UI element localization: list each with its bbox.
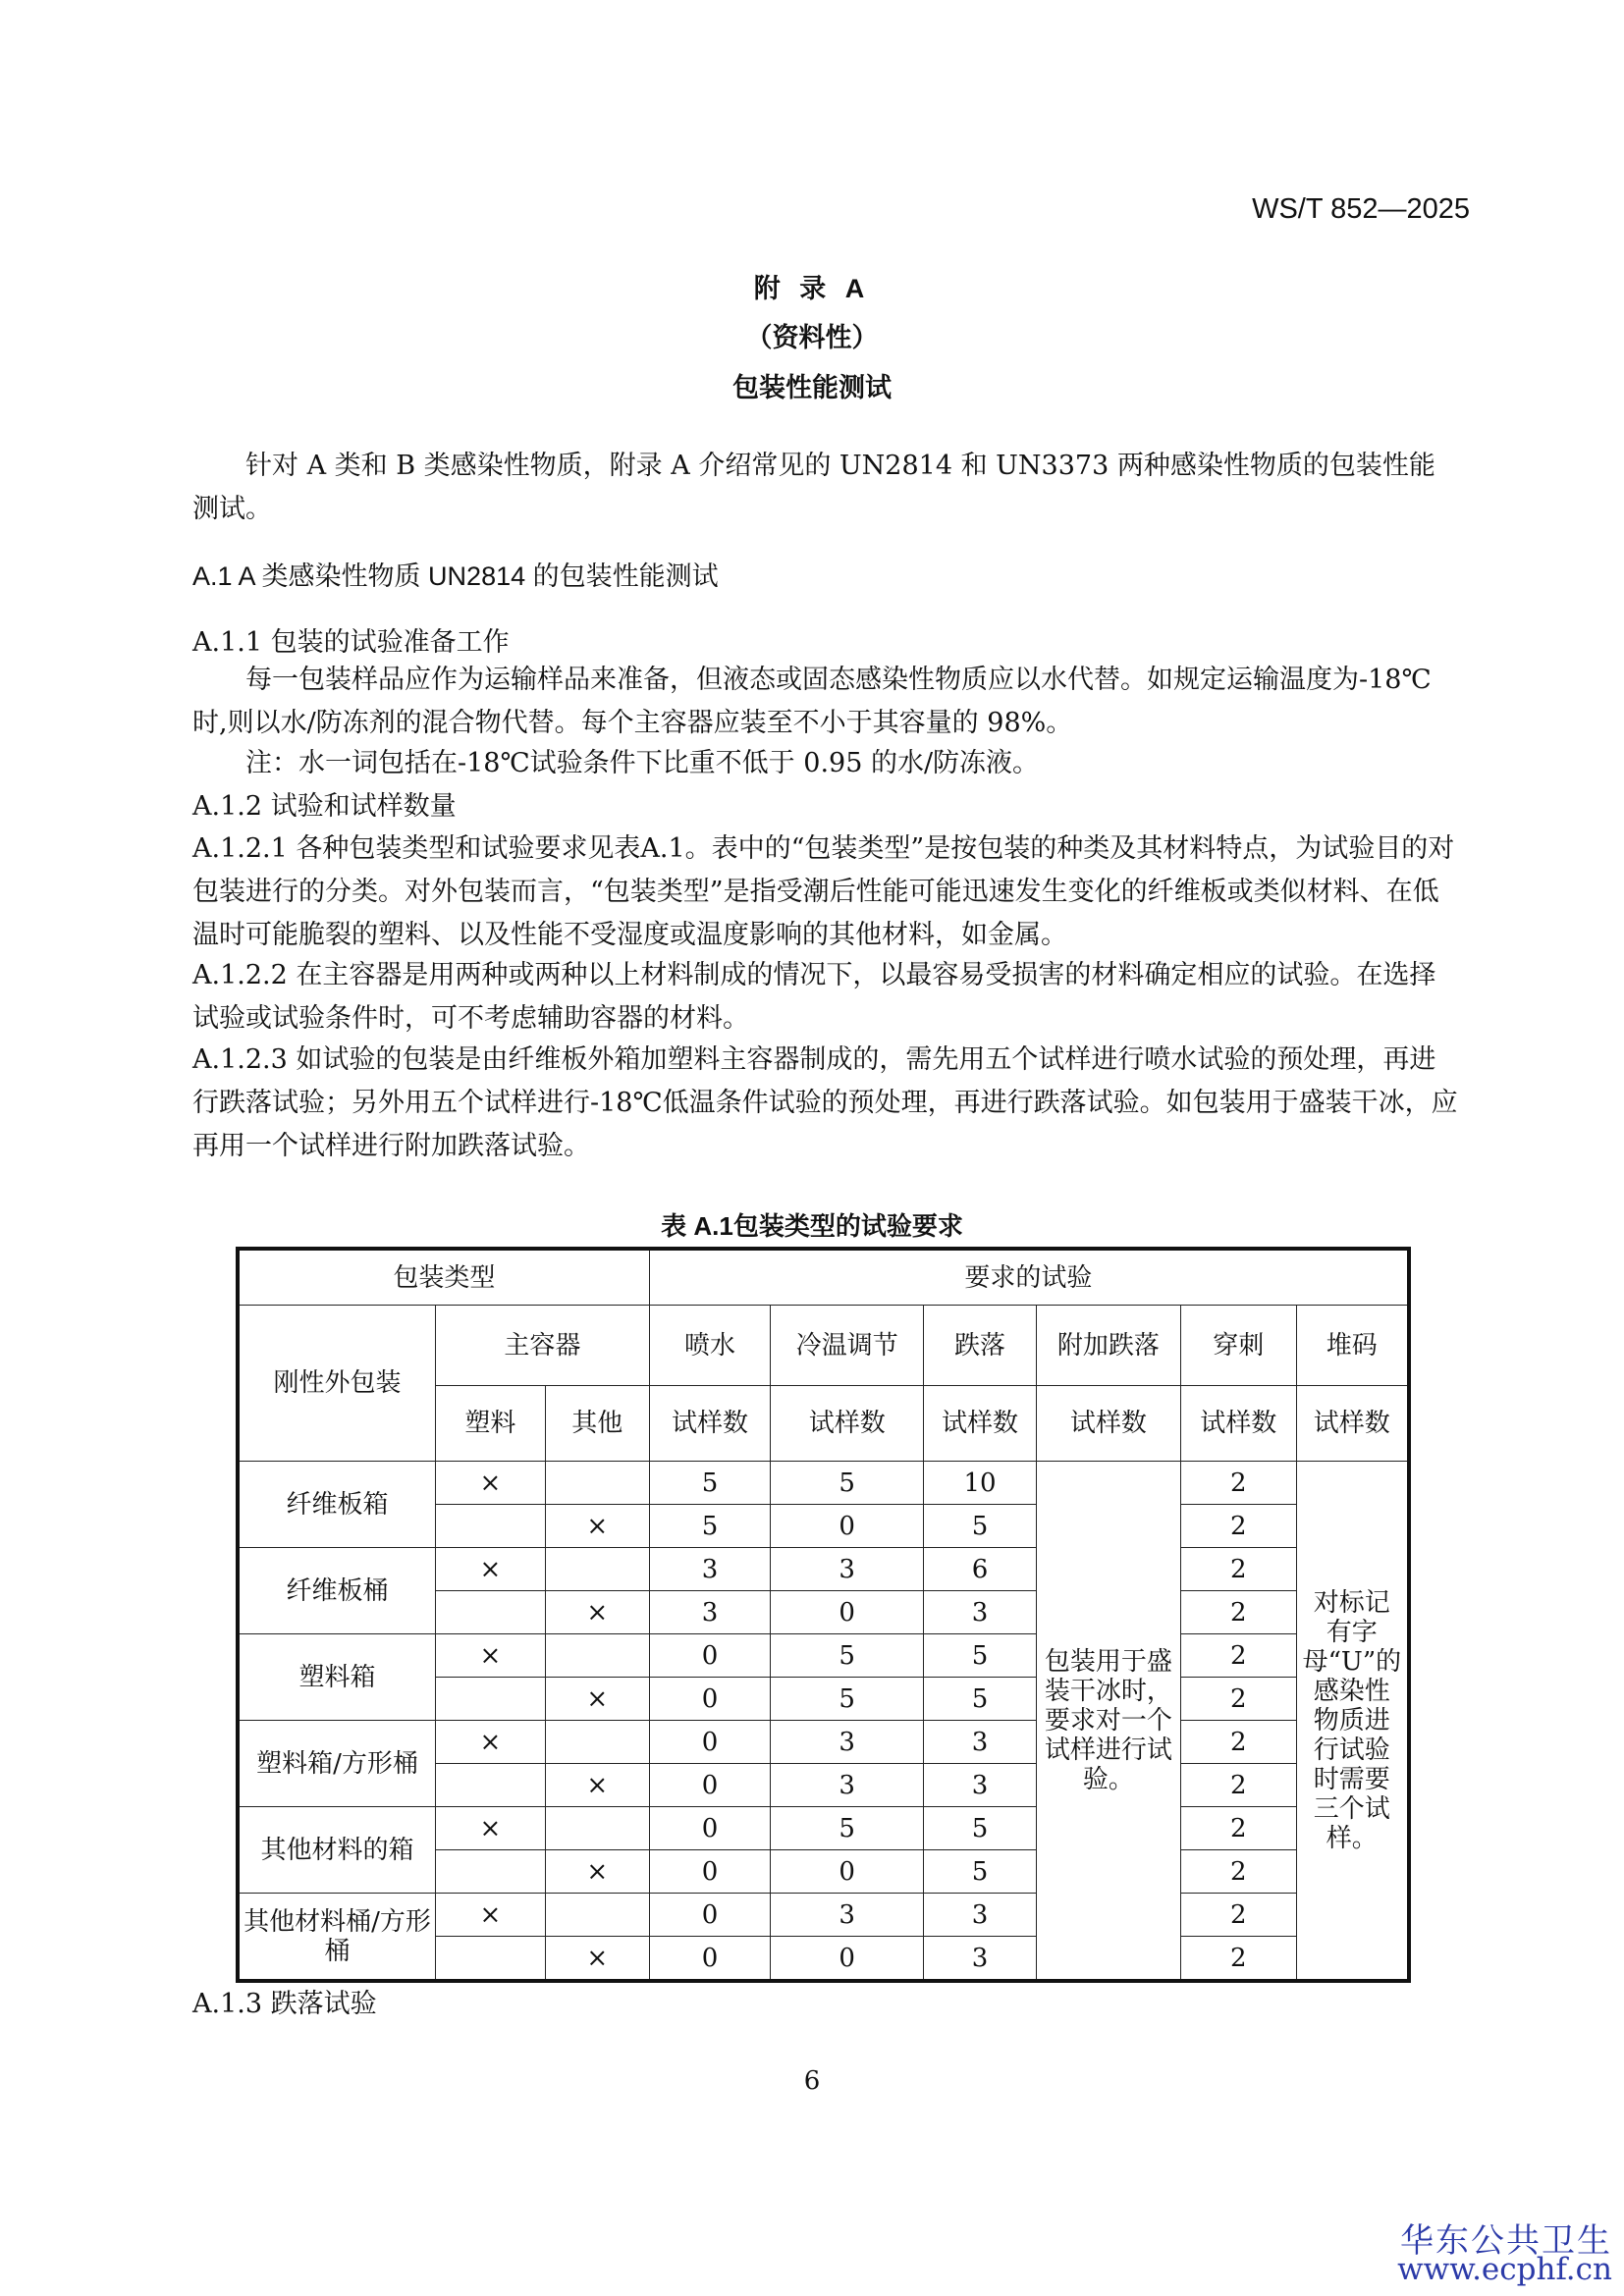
- cell-plastic: [436, 1591, 546, 1634]
- cell-cold: 5: [771, 1462, 924, 1505]
- group-name: 塑料箱/方形桶: [238, 1721, 436, 1807]
- table-row: [238, 1721, 1409, 1764]
- cell-plastic: [436, 1850, 546, 1894]
- cell-puncture: 2: [1180, 1505, 1296, 1548]
- cell-cold: 3: [771, 1721, 924, 1764]
- appendix-name: 包装性能测试: [732, 373, 892, 402]
- cell-drop: 3: [924, 1591, 1037, 1634]
- cell-puncture: 2: [1180, 1764, 1296, 1807]
- group-name: 塑料箱: [238, 1634, 436, 1721]
- group-name: 纤维板箱: [238, 1462, 436, 1548]
- cell-plastic: [436, 1937, 546, 1982]
- cell-puncture: 2: [1180, 1634, 1296, 1678]
- section-heading-a1: A.1 A 类感染性物质 UN2814 的包装性能测试: [192, 561, 719, 591]
- note: 注：水一词包括在-18℃试验条件下比重不低于 0.95 的水/防冻液。: [245, 748, 1040, 778]
- cell-cold: 0: [771, 1850, 924, 1894]
- table-row: [238, 1894, 1409, 1937]
- section-heading-a11: A.1.1 包装的试验准备工作: [192, 627, 510, 658]
- cell-spray: 0: [649, 1721, 771, 1764]
- cell-drop: 6: [924, 1548, 1037, 1591]
- cell-plastic: [436, 1764, 546, 1807]
- table-caption: 表 A.1包装类型的试验要求: [661, 1211, 963, 1241]
- group-name: 其他材料桶/方形桶: [238, 1894, 436, 1982]
- header-count: 试样数: [1180, 1386, 1296, 1462]
- document-number: WS/T 852—2025: [1252, 193, 1470, 225]
- cell-other: ×: [545, 1764, 649, 1807]
- stack-note: 对标记有字母“U”的感染性物质进行试验时需要三个试样。: [1296, 1462, 1409, 1982]
- cell-spray: 5: [649, 1505, 771, 1548]
- cell-spray: 0: [649, 1850, 771, 1894]
- header-count: 试样数: [1296, 1386, 1409, 1462]
- cell-puncture: 2: [1180, 1591, 1296, 1634]
- packaging-test-table: [236, 1247, 1411, 1983]
- header-other: 其他: [545, 1386, 649, 1462]
- header-count: 试样数: [649, 1386, 771, 1462]
- cell-other: [545, 1548, 649, 1591]
- paragraph-a123: A.1.2.3 如试验的包装是由纤维板外箱加塑料主容器制成的，需先用五个试样进行喷水试验的预处理，再进行跌落试验；另外用五个试样进行-18℃低温条件试验的预处理，再进行跌落试验。如包装用于盛装干冰，应再用一个试样进行附加跌落试验。: [192, 1044, 1458, 1161]
- header-rigid-outer: 刚性外包装: [238, 1306, 436, 1462]
- cell-other: ×: [545, 1850, 649, 1894]
- cell-cold: 5: [771, 1634, 924, 1678]
- cell-drop: 3: [924, 1894, 1037, 1937]
- cell-spray: 0: [649, 1764, 771, 1807]
- cell-cold: 3: [771, 1894, 924, 1937]
- header-puncture: 穿刺: [1180, 1306, 1296, 1386]
- cell-drop: 10: [924, 1462, 1037, 1505]
- cell-puncture: 2: [1180, 1894, 1296, 1937]
- cell-spray: 3: [649, 1591, 771, 1634]
- cell-plastic: ×: [436, 1894, 546, 1937]
- cell-cold: 5: [771, 1807, 924, 1850]
- cell-spray: 0: [649, 1807, 771, 1850]
- cell-other: [545, 1462, 649, 1505]
- header-drop: 跌落: [924, 1306, 1037, 1386]
- cell-spray: 0: [649, 1678, 771, 1721]
- cell-other: [545, 1807, 649, 1850]
- header-count: 试样数: [771, 1386, 924, 1462]
- cell-drop: 3: [924, 1721, 1037, 1764]
- cell-other: ×: [545, 1591, 649, 1634]
- cell-plastic: ×: [436, 1462, 546, 1505]
- cell-drop: 5: [924, 1850, 1037, 1894]
- cell-other: ×: [545, 1678, 649, 1721]
- header-count: 试样数: [1036, 1386, 1180, 1462]
- cell-puncture: 2: [1180, 1937, 1296, 1982]
- cell-cold: 0: [771, 1937, 924, 1982]
- header-primary-container: 主容器: [436, 1306, 650, 1386]
- cell-other: [545, 1634, 649, 1678]
- cell-plastic: ×: [436, 1548, 546, 1591]
- group-name: 其他材料的箱: [238, 1807, 436, 1894]
- cell-other: [545, 1894, 649, 1937]
- watermark-url[interactable]: www.ecphf.cn: [1397, 2252, 1612, 2287]
- section-heading-a12: A.1.2 试验和试样数量: [192, 791, 457, 822]
- appendix-type: （资料性）: [745, 323, 879, 352]
- extra-drop-note: 包装用于盛装干冰时，要求对一个试样进行试验。: [1036, 1462, 1180, 1982]
- cell-spray: 0: [649, 1937, 771, 1982]
- header-extra-drop: 附加跌落: [1036, 1306, 1180, 1386]
- cell-puncture: 2: [1180, 1462, 1296, 1505]
- cell-spray: 0: [649, 1894, 771, 1937]
- cell-spray: 5: [649, 1462, 771, 1505]
- cell-puncture: 2: [1180, 1807, 1296, 1850]
- cell-cold: 0: [771, 1591, 924, 1634]
- cell-plastic: [436, 1678, 546, 1721]
- cell-drop: 5: [924, 1505, 1037, 1548]
- header-cold: 冷温调节: [771, 1306, 924, 1386]
- cell-spray: 3: [649, 1548, 771, 1591]
- paragraph-a122: A.1.2.2 在主容器是用两种或两种以上材料制成的情况下，以最容易受损害的材料确定相应的试验。在选择试验或试验条件时，可不考虑辅助容器的材料。: [192, 960, 1436, 1034]
- cell-puncture: 2: [1180, 1548, 1296, 1591]
- intro-paragraph: 针对 A 类和 B 类感染性物质，附录 A 介绍常见的 UN2814 和 UN3373 两种感染性物质的包装性能测试。: [192, 451, 1435, 524]
- cell-cold: 3: [771, 1548, 924, 1591]
- cell-puncture: 2: [1180, 1678, 1296, 1721]
- table-row: [238, 1548, 1409, 1591]
- cell-drop: 5: [924, 1807, 1037, 1850]
- cell-other: ×: [545, 1937, 649, 1982]
- cell-cold: 3: [771, 1764, 924, 1807]
- header-packaging-type: 包装类型: [238, 1249, 649, 1306]
- header-stack: 堆码: [1296, 1306, 1409, 1386]
- cell-plastic: ×: [436, 1634, 546, 1678]
- cell-plastic: ×: [436, 1721, 546, 1764]
- cell-drop: 5: [924, 1634, 1037, 1678]
- table-row: [238, 1462, 1409, 1505]
- cell-puncture: 2: [1180, 1850, 1296, 1894]
- header-spray: 喷水: [649, 1306, 771, 1386]
- table-row: [238, 1634, 1409, 1678]
- cell-drop: 3: [924, 1937, 1037, 1982]
- cell-puncture: 2: [1180, 1721, 1296, 1764]
- page-number: 6: [803, 2066, 821, 2096]
- group-name: 纤维板桶: [238, 1548, 436, 1634]
- header-required-tests: 要求的试验: [649, 1249, 1409, 1306]
- cell-spray: 0: [649, 1634, 771, 1678]
- cell-drop: 3: [924, 1764, 1037, 1807]
- header-count: 试样数: [924, 1386, 1037, 1462]
- table-row: [238, 1807, 1409, 1850]
- cell-plastic: [436, 1505, 546, 1548]
- watermark-name: 华东公共卫生: [1400, 2221, 1612, 2261]
- cell-plastic: ×: [436, 1807, 546, 1850]
- cell-cold: 0: [771, 1505, 924, 1548]
- paragraph-a11: 每一包装样品应作为运输样品来准备，但液态或固态感染性物质应以水代替。如规定运输温度为-18℃时,则以水/防冻剂的混合物代替。每个主容器应装至不小于其容量的 98%。: [192, 665, 1432, 738]
- cell-cold: 5: [771, 1678, 924, 1721]
- cell-drop: 5: [924, 1678, 1037, 1721]
- cell-other: ×: [545, 1505, 649, 1548]
- section-heading-a13: A.1.3 跌落试验: [192, 1989, 377, 2019]
- header-plastic: 塑料: [436, 1386, 546, 1462]
- cell-other: [545, 1721, 649, 1764]
- paragraph-a121: A.1.2.1 各种包装类型和试验要求见表A.1。表中的“包装类型”是按包装的种类及其材料特点，为试验目的对包装进行的分类。对外包装而言，“包装类型”是指受潮后性能可能迅速发生变化的纤维板或类似材料、在低温时可能脆裂的塑料、以及性能不受湿度或温度影响的其他材料，如金属。: [192, 833, 1455, 950]
- appendix-title: 附 录 A: [753, 274, 871, 303]
